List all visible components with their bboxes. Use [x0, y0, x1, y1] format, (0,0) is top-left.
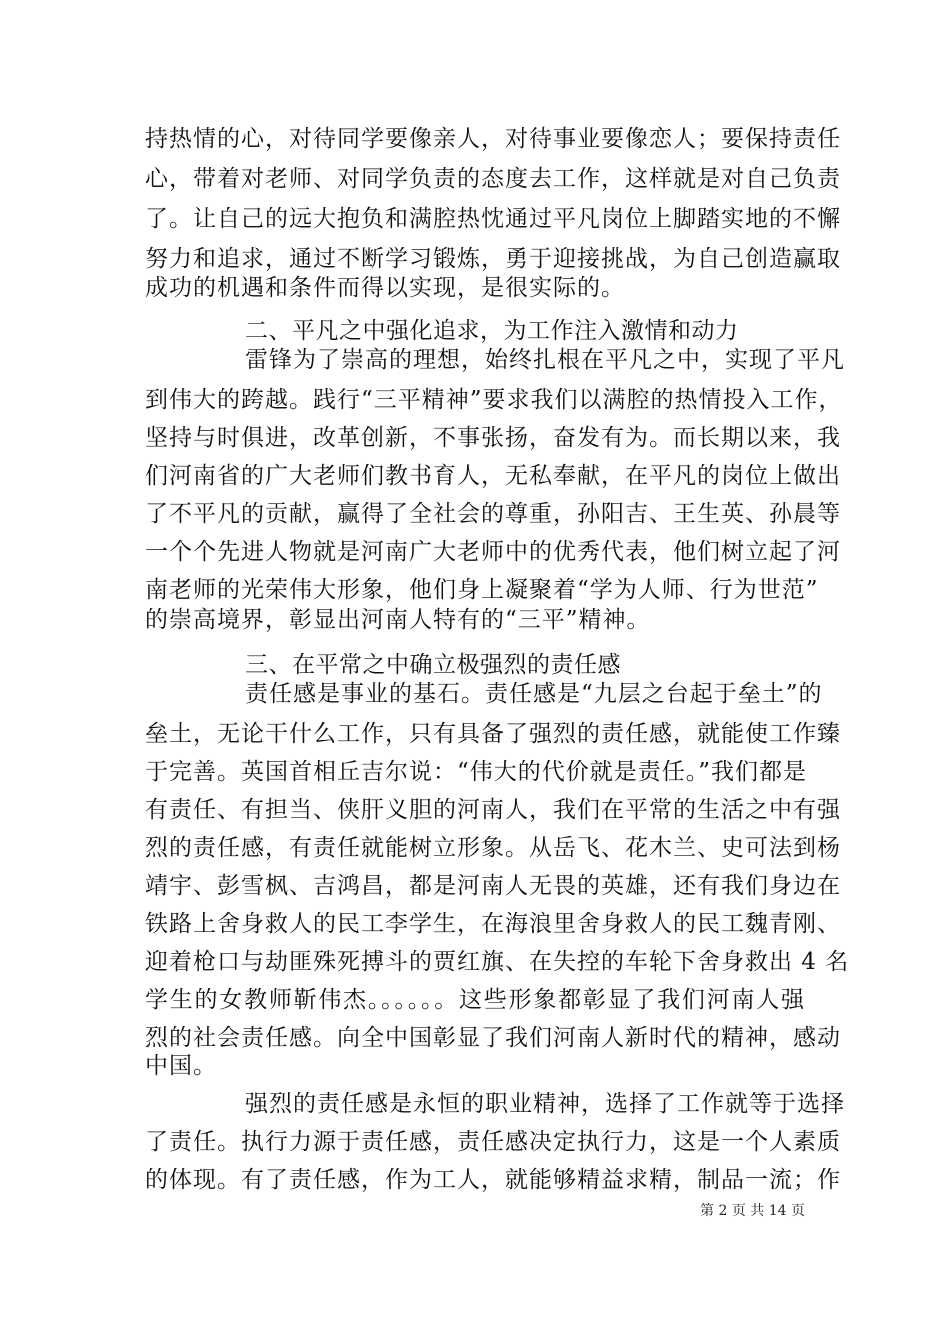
text-line: 心，带着对老师、对同学负责的态度去工作，这样就是对自己负责: [145, 166, 841, 192]
text-line: 持热情的心，对待同学要像亲人，对待事业要像恋人；要保持责任: [145, 126, 841, 152]
text-line: 烈的社会责任感。向全中国彰显了我们河南人新时代的精神，感动: [145, 1025, 841, 1051]
text-line: 的崇高境界，彰显出河南人特有的“三平”精神。: [145, 607, 651, 633]
text-line: 责任感是事业的基石。责任感是“九层之台起于垒土”的: [245, 681, 823, 707]
text-line: 们河南省的广大老师们教书育人，无私奉献，在平凡的岗位上做出: [145, 463, 841, 489]
text-line: 成功的机遇和条件而得以实现，是很实际的。: [145, 275, 625, 301]
text-line: 靖宇、彭雪枫、吉鸿昌，都是河南人无畏的英雄，还有我们身边在: [145, 873, 841, 899]
text-line: 了。让自己的远大抱负和满腔热忱通过平凡岗位上脚踏实地的不懈: [145, 206, 841, 232]
text-line: 努力和追求，通过不断学习锻炼，勇于迎接挑战，为自己创造赢取: [145, 246, 841, 272]
text-line: 强烈的责任感是永恒的职业精神，选择了工作就等于选择: [245, 1091, 845, 1117]
section-heading-2: 二、平凡之中强化追求，为工作注入激情和动力: [245, 318, 739, 344]
text-line: 中国。: [145, 1053, 217, 1079]
text-line: 于完善。英国首相丘吉尔说：“伟大的代价就是责任。”我们都是: [145, 759, 808, 785]
page-number-footer: 第 2 页 共 14 页: [700, 1203, 805, 1219]
text-line: 铁路上舍身救人的民工李学生，在海浪里舍身救人的民工魏青刚、: [145, 911, 841, 937]
text-line: 的体现。有了责任感，作为工人，就能够精益求精，制品一流；作: [145, 1167, 841, 1193]
text-line: 有责任、有担当、侠肝义胆的河南人，我们在平常的生活之中有强: [145, 797, 841, 823]
text-line: 雷锋为了崇高的理想，始终扎根在平凡之中，实现了平凡: [245, 347, 845, 373]
text-line: 烈的责任感，有责任就能树立形象。从岳飞、花木兰、史可法到杨: [145, 835, 841, 861]
text-line: 坚持与时俱进，改革创新，不事张扬，奋发有为。而长期以来，我: [145, 425, 841, 451]
text-line: 垒土，无论干什么工作，只有具备了强烈的责任感，就能使工作臻: [145, 721, 841, 747]
text-line: 了不平凡的贡献，赢得了全社会的尊重，孙阳吉、王生英、孙晨等: [145, 501, 841, 527]
text-line: 到伟大的跨越。践行“三平精神”要求我们以满腔的热情投入工作，: [145, 387, 843, 413]
text-line: 南老师的光荣伟大形象，他们身上凝聚着“学为人师、行为世范”: [145, 577, 819, 603]
text-line: 了责任。执行力源于责任感，责任感决定执行力，这是一个人素质: [145, 1129, 841, 1155]
text-line: 迎着枪口与劫匪殊死搏斗的贾红旗、在失控的车轮下舍身救出 4 名: [145, 949, 850, 975]
text-line: 学生的女教师靳伟杰。。。。。。这些形象都彰显了我们河南人强: [145, 987, 805, 1013]
text-line: 一个个先进人物就是河南广大老师中的优秀代表，他们树立起了河: [145, 539, 841, 565]
section-heading-3: 三、在平常之中确立极强烈的责任感: [245, 652, 621, 678]
